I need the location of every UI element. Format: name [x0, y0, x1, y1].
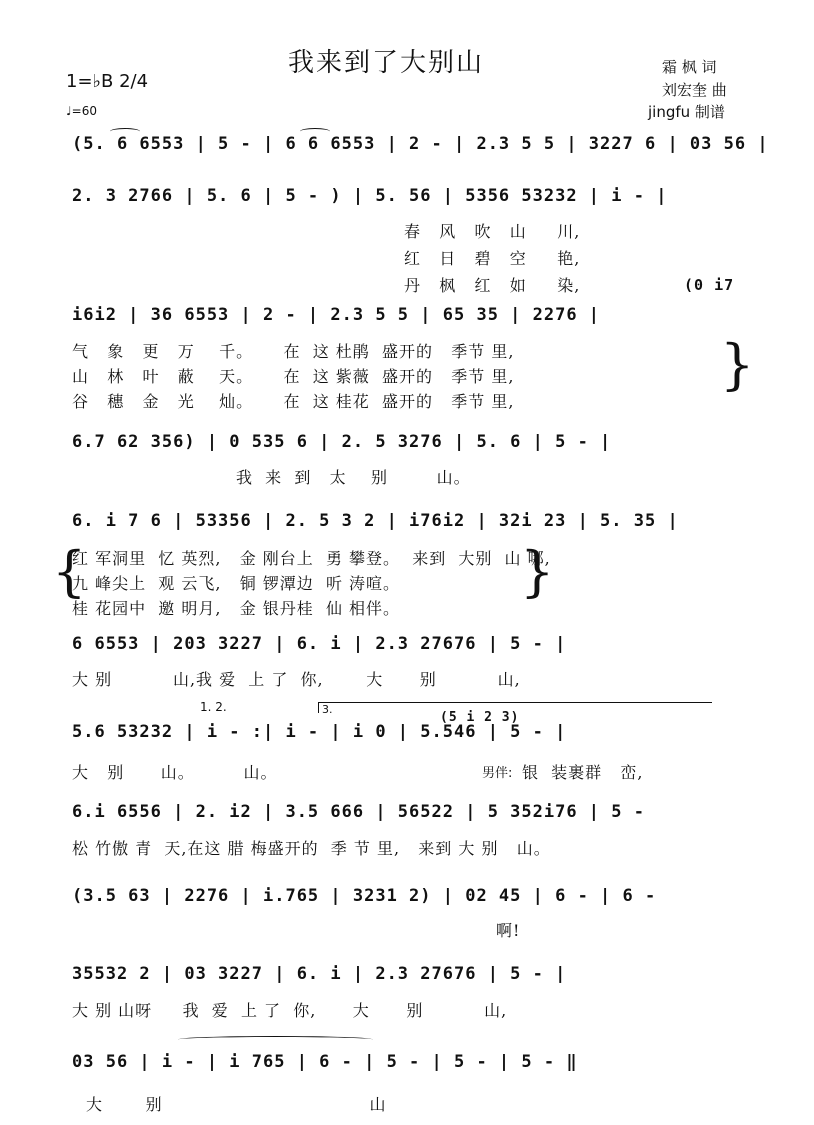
- composer-credit: 刘宏奎 曲: [662, 81, 727, 99]
- lyric-line: 大 别 山,我 爱 上 了 你, 大 别 山,: [72, 670, 521, 689]
- notation-row: [0, 886, 814, 914]
- notation-row: [0, 305, 814, 333]
- notation-line: (5. 6 6553 | 5 - | 6 6 6553 | 2 - | 2.3 5 5 | 3227 6 | 03 56 |: [72, 134, 769, 154]
- pickup-notes: (0 i7: [684, 276, 735, 294]
- verse-brace: }: [520, 540, 555, 603]
- notation-row: [0, 722, 814, 750]
- tie: [178, 1036, 373, 1043]
- notation-line: 5.6 53232 | i - :| i - | i 0 | 5.546 | 5 - |: [72, 722, 567, 742]
- lyric-line: 我 来 到 太 别 山。: [236, 468, 471, 487]
- notation-row: [0, 964, 814, 992]
- interlude-notes: (5 i 2 3): [440, 710, 520, 725]
- notation-line: i6i2 | 36 6553 | 2 - | 2.3 5 5 | 65 35 | 2276 |: [72, 305, 601, 325]
- verse-brace: }: [720, 333, 755, 396]
- lyric-line: 啊!: [496, 921, 521, 940]
- lyric-line: 气 象 更 万 千。 在 这 杜鹃 盛开的 季节 里,: [72, 342, 515, 361]
- key-text: 1=♭B: [66, 71, 114, 92]
- transcriber-credit: jingfu 制谱: [648, 103, 725, 121]
- notation-line: 2. 3 2766 | 5. 6 | 5 - ) | 5. 56 | 5356 53232 | i - |: [72, 186, 668, 206]
- tempo-marking: ♩=60: [66, 104, 97, 118]
- lyric-line: 大 别 山: [86, 1095, 387, 1114]
- lyric-line: 春 风 吹 山 川,: [404, 222, 581, 241]
- notation-row: [0, 432, 814, 460]
- notation-line: 6.i 6556 | 2. i2 | 3.5 666 | 56522 | 5 352i76 | 5 -: [72, 802, 645, 822]
- verse-brace: {: [52, 540, 87, 603]
- lyric-line: 红 日 碧 空 艳,: [404, 249, 581, 268]
- notation-line: (3.5 63 | 2276 | i.765 | 3231 2) | 02 45 | 6 - | 6 -: [72, 886, 657, 906]
- notation-line: 6.7 62 356) | 0 535 6 | 2. 5 3276 | 5. 6 | 5 - |: [72, 432, 612, 452]
- lyric-line: 丹 枫 红 如 染,: [404, 276, 581, 295]
- notation-row: [0, 186, 814, 214]
- notation-row: [0, 634, 814, 662]
- lyric-line: 桂 花园中 邀 明月, 金 银丹桂 仙 相伴。: [72, 599, 401, 618]
- male-part-label: 男伴:: [482, 766, 513, 781]
- notation-row: [0, 1052, 814, 1080]
- lyricist-credit: 霜 枫 词: [662, 58, 717, 76]
- notation-line: 6. i 7 6 | 53356 | 2. 5 3 2 | i76i2 | 32i 23 | 5. 35 |: [72, 511, 679, 531]
- notation-line: 6 6553 | 203 3227 | 6. i | 2.3 27676 | 5 - |: [72, 634, 567, 654]
- notation-row: [0, 802, 814, 830]
- slur: [110, 128, 140, 135]
- notation-line: 35532 2 | 03 3227 | 6. i | 2.3 27676 | 5 - |: [72, 964, 567, 984]
- time-signature: 2/4: [119, 71, 149, 92]
- lyric-line: 山 林 叶 蔽 天。 在 这 紫薇 盛开的 季节 里,: [72, 367, 515, 386]
- notation-row: [0, 511, 814, 539]
- volta-bracket-1-2: 1. 2.: [200, 700, 227, 714]
- male-lyric-line: 银 装裹群 峦,: [522, 763, 644, 782]
- lyric-line: 大 别 山呀 我 爱 上 了 你, 大 别 山,: [72, 1001, 508, 1020]
- lyric-line: 九 峰尖上 观 云飞, 铜 锣潭边 听 涛喧。: [72, 574, 401, 593]
- volta-label: 3.: [322, 703, 333, 716]
- lyric-line: 松 竹傲 青 天,在这 腊 梅盛开的 季 节 里, 来到 大 别 山。: [72, 839, 551, 858]
- notation-line: 03 56 | i - | i 765 | 6 - | 5 - | 5 - | 5 - ‖: [72, 1052, 578, 1072]
- notation-row: [0, 134, 814, 162]
- lyric-line: 谷 穗 金 光 灿。 在 这 桂花 盛开的 季节 里,: [72, 392, 515, 411]
- key-signature: [66, 71, 148, 92]
- lyric-line: 红 军洞里 忆 英烈, 金 刚台上 勇 攀登。 来到 大别 山 哪,: [72, 549, 551, 568]
- lyric-line: 大 别 山。 山。: [72, 763, 278, 782]
- slur: [300, 128, 330, 135]
- song-title: 我来到了大别山: [288, 48, 485, 78]
